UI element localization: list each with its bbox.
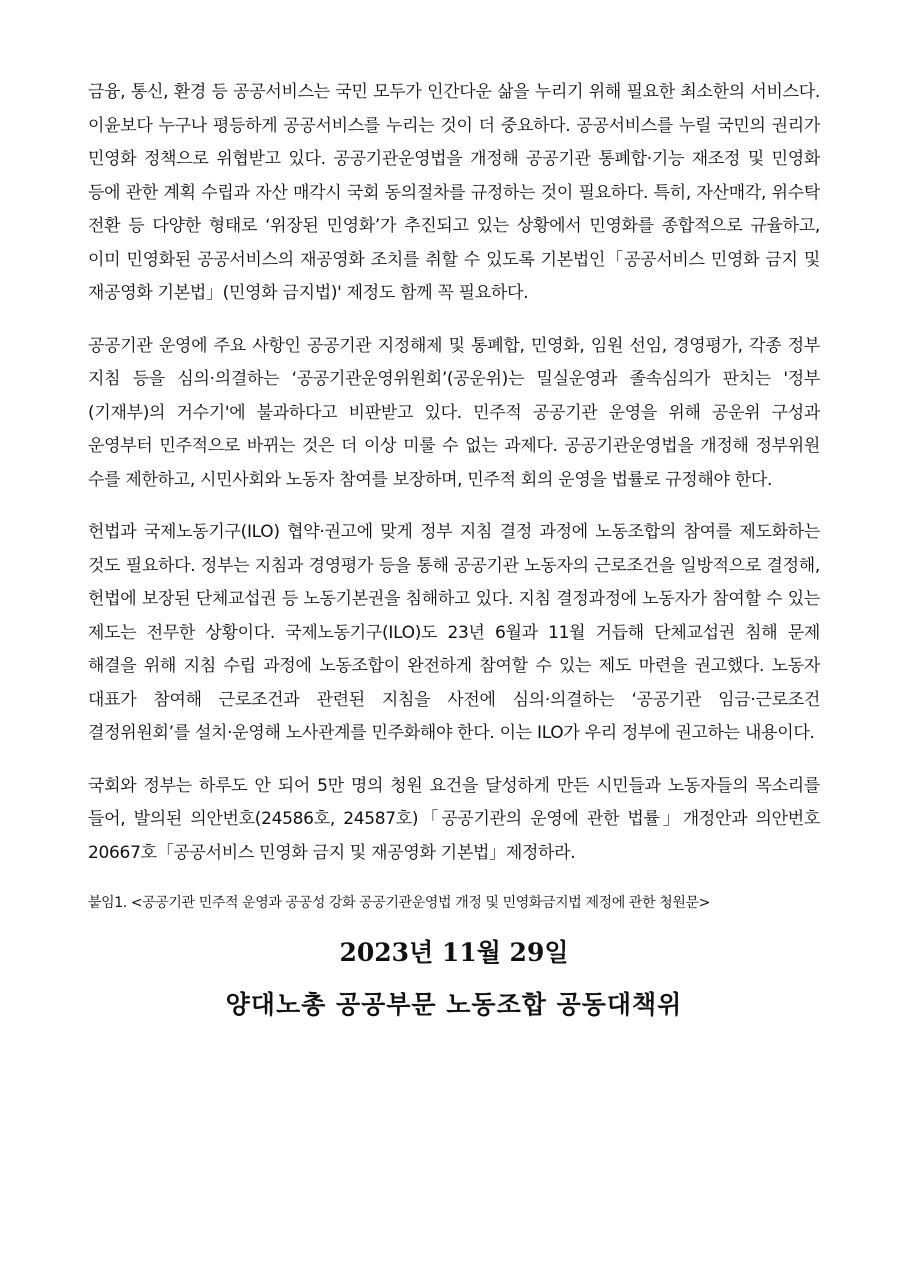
paragraph-demand: 국회와 정부는 하루도 안 되어 5만 명의 청원 요건을 달성하게 만든 시민들과 노동자들의 목소리를 들어, 발의된 의안번호(24586호, 24587호)「공공기관의 운영에 관한 법률」개정안과 의안번호 20667호「공공서비스 민영화 금지 및 재공영화 기본법」제정하라. <box>88 775 820 863</box>
paragraph-operating-committee: 공공기관 운영에 주요 사항인 공공기관 지정해제 및 통폐합, 민영화, 임원 선임, 경영평가, 각종 정부 지침 등을 심의·의결하는 ‘공공기관운영위원회’(공운위)는 밀실운영과 졸속심의가 판치는 '정부(기재부)의 거수기'에 불과하다고 비판받고 있다. 민주적 공공기관 운영을 위해 공운위 구성과 운영부터 민주적으로 바뀌는 것은 더 이상 미룰 수 없는 과제다. 공공기관운영법을 개정해 정부위원 수를 제한하고, 시민사회와 노동자 참여를 보장하며, 민주적 회의 운영을 법률로 규정해야 한다. <box>88 335 820 490</box>
signer-organization: 양대노총 공공부문 노동조합 공동대책위 <box>225 990 683 1019</box>
attachment-note: 붙임1. <공공기관 민주적 운영과 공공성 강화 공공기관운영법 개정 및 민영화금지법 제정에 관한 청원문> <box>88 895 710 911</box>
paragraph-labor-participation: 헌법과 국제노동기구(ILO) 협약·권고에 맞게 정부 지침 결정 과정에 노동조합의 참여를 제도화하는 것도 필요하다. 정부는 지침과 경영평가 등을 통해 공공기관 노동자의 근로조건을 일방적으로 결정해, 헌법에 보장된 단체교섭권 등 노동기본권을 침해하고 있다. 지침 결정과정에 노동자가 참여할 수 있는 제도는 전무한 상황이다. 국제노동기구(ILO)도 23년 6월과 11월 거듭해 단체교섭권 침해 문제 해결을 위해 지침 수립 과정에 노동조합이 완전하게 참여할 수 있는 제도 마련을 권고했다. 노동자 대표가 참여해 근로조건과 관련된 지침을 사전에 심의·의결하는 ‘공공기관 임금·근로조건 결정위원회’를 설치·운영해 노사관계를 민주화해야 한다. 이는 ILO가 우리 정부에 권고하는 내용이다. <box>88 522 820 743</box>
document-body <box>88 76 820 1022</box>
document-date: 2023년 11월 29일 <box>339 938 569 967</box>
paragraph-privatization: 금융, 통신, 환경 등 공공서비스는 국민 모두가 인간다운 삶을 누리기 위해 필요한 최소한의 서비스다. 이윤보다 누구나 평등하게 공공서비스를 누리는 것이 더 중요하다. 공공서비스를 누릴 국민의 권리가 민영화 정책으로 위협받고 있다. 공공기관운영법을 개정해 공공기관 통폐합·기능 재조정 및 민영화 등에 관한 계획 수립과 자산 매각시 국회 동의절차를 규정하는 것이 필요하다. 특히, 자산매각, 위수탁 전환 등 다양한 형태로 ‘위장된 민영화’가 추진되고 있는 상황에서 민영화를 종합적으로 규율하고, 이미 민영화된 공공서비스의 재공영화 조치를 취할 수 있도록 기본법인「공공서비스 민영화 금지 및 재공영화 기본법」(민영화 금지법)' 제정도 함께 꼭 필요하다. <box>88 82 820 303</box>
